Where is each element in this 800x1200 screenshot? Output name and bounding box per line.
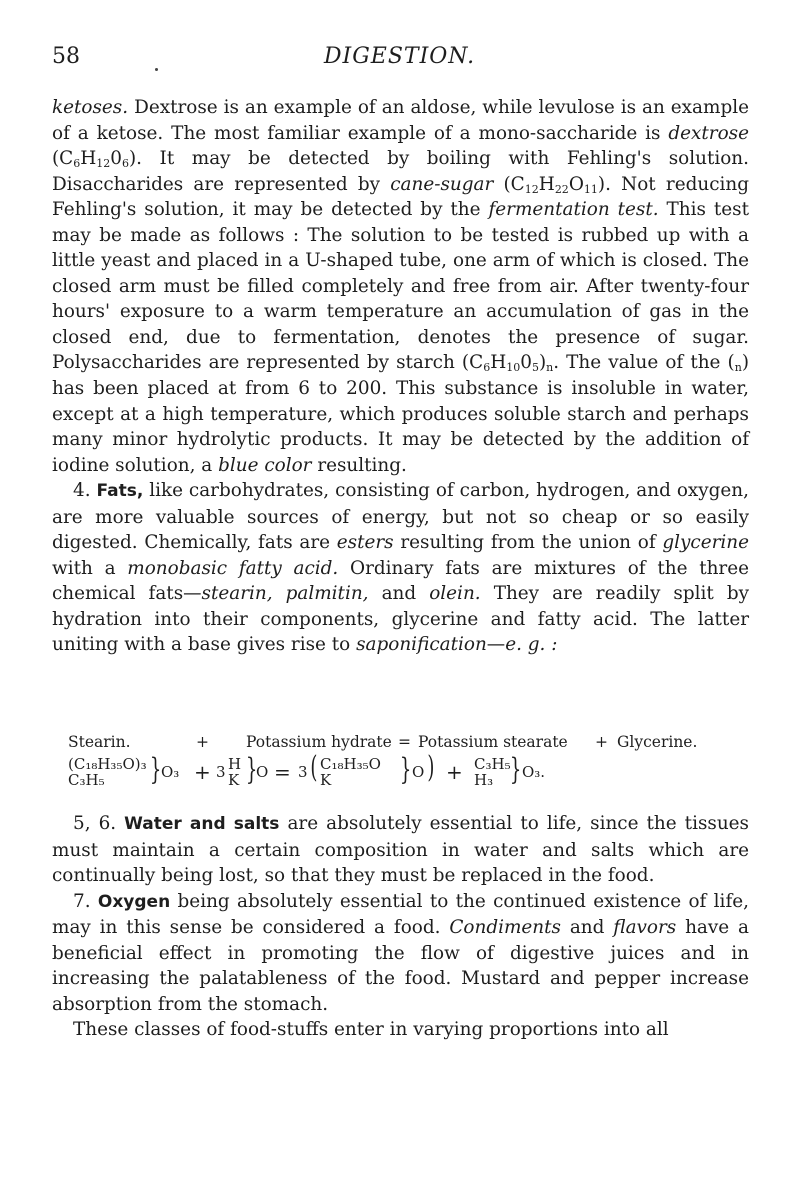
formula-glycerine-oxygen: O₃. [522,763,546,781]
text-span: (C [52,148,74,170]
paragraph-oxygen [52,889,749,1018]
subscript: 12 [96,157,111,171]
subscript: 6 [483,361,491,375]
term-stearin-palmitin: stearin, palmitin, [201,583,369,605]
text-span: resulting. [311,454,407,476]
brace-icon: } [399,752,412,787]
paragraph-food-classes [52,1017,749,1043]
heading-fats: Fats, [96,481,144,502]
brace-icon: } [509,752,522,787]
formula-plus: + [194,760,211,784]
subscript: n [734,361,742,375]
text-span: resulting from the union of [393,532,663,554]
paragraph-water-salts [52,811,749,889]
paren-close-icon: ) [427,750,435,785]
term-flavors: flavors [613,917,677,939]
subscript: 11 [583,182,598,196]
label-stearin: Stearin. [68,733,131,751]
formula-plus: + [446,760,463,784]
term-cane-sugar: cane-sugar [390,173,494,195]
heading-water-salts: Water and salts [124,814,280,834]
text-span: and [560,917,614,939]
paragraph-fats [52,478,749,658]
subscript: 12 [524,182,539,196]
term-saponification: saponification [356,634,487,656]
label-equals: = [398,733,411,751]
formula-stearate-oxygen: O [412,763,425,781]
formula-stearin-bottom: C₃H₅ [68,771,105,789]
text-span: H [538,173,555,195]
text-span: have a beneficial effect in promoting the flow of digestive juices and in increasing the palatableness of the food. Mustard and pepper increase absorption from the stomach. [52,917,749,1015]
term-eg: e. g. : [505,634,558,656]
formula-hydrate-top: H [228,755,242,773]
text-span: like carbohydrates, consisting of carbon, hydrogen, and oxygen, are more valuable sources of energy, but not so cheap or so easily digested. Chemically, fats are [52,480,749,554]
term-blue-color: blue color [218,454,312,476]
formula-stearate-coefficient: 3 [298,763,308,781]
equation-formula [68,750,748,789]
label-plus: + [196,733,209,751]
formula-glycerine-bottom: H₃ [474,771,494,789]
subscript: 5 [531,361,539,375]
running-title: DIGESTION. [323,44,476,69]
paragraph-sugars [52,95,749,478]
label-plus: + [595,733,608,751]
heading-oxygen: Oxygen [97,891,171,912]
text-span: This test may be made as follows : The solution to be tested is rubbed up with a little yeast and placed in a U-shaped tube, one arm of which is closed. The closed arm must be filled completely and free from air. After twenty-four hours' exposure to a warm temperature an accumulation of gas in the closed end, due to fermentation, denotes the presence of sugar. Polysaccharides are represented by starch (C [52,199,749,374]
subscript: 6 [73,157,81,171]
text-span: with a [52,557,128,579]
term-esters: esters [336,532,394,554]
item-number: 7. [73,890,98,912]
term-dextrose: dextrose [668,122,749,144]
label-potassium-stearate: Potassium stearate [418,733,568,751]
formula-hydrate-coefficient: 3 [216,763,226,781]
page-number: 58 [52,44,80,69]
subscript: 10 [506,361,521,375]
text-ketoses: ketoses. [52,97,129,118]
text-span: H [490,352,507,374]
label-glycerine: Glycerine. [617,733,698,751]
item-number: 4. [73,480,97,502]
text-span: being absolutely essential to the continued existence of life, may in this sense be considered a food. [52,890,749,939]
paren-open-icon: ( [310,750,318,785]
body-text-lower [52,811,749,1043]
formula-stearate-top: C₁₈H₃₅O [320,755,381,773]
subscript: 6 [122,157,129,171]
formula-stearin-oxygen: O₃ [161,763,180,781]
formula-hydrate-bottom: K [228,771,240,789]
text-span: 0 [110,148,122,170]
text-span: Ordinary fats are mixtures of the three chemical fats— [52,557,749,605]
text-span: 0 [520,352,532,374]
text-span: Dextrose is an example of an aldose, while levulose is an example of a ketose. The most familiar example of a mono-saccharide is [52,97,749,144]
text-span: are absolutely essential to life, since the tissues must maintain a certain composition in water and salts which are continually being lost, so that they must be replaced in the food. [52,813,749,887]
term-fermentation-test: fermentation test. [488,199,659,221]
subscript: 22 [554,182,569,196]
formula-stearin-top: (C₁₈H₃₅O)₃ [68,755,147,773]
text-span: ). Not reducing Fehling's solution, it may be detected by the [52,173,750,221]
text-span: These classes of food-stuffs enter in varying proportions into all [73,1019,669,1041]
formula-hydrate-oxygen: O [256,763,269,781]
text-span: They are readily split by hydration into their components, glycerine and fatty acid. The latter uniting with a base gives rise to [52,583,749,656]
text-span: O [568,173,584,195]
subscript: n [546,361,554,375]
text-span: . The value of the ( [553,352,735,374]
term-olein: olein. [429,583,481,605]
term-monobasic-fatty-acid: monobasic fatty acid. [127,557,339,579]
item-number: 5, 6. [73,813,125,834]
formula-equals: = [274,760,291,784]
brace-icon: } [149,752,162,787]
term-glycerine: glycerine [662,532,749,554]
term-condiments: Condiments [449,917,561,939]
text-span: ) has been placed at from 6 to 200. This substance is insoluble in water, except at a high temperature, which produces soluble starch and perhaps many minor hydrolytic products. It may be detected by the addition of iodine solution, a [52,352,749,476]
print-speck [155,68,158,71]
text-span: and [368,583,430,605]
saponification-equation [68,733,748,789]
label-potassium-hydrate: Potassium hydrate [246,733,392,751]
text-span: H [80,148,97,170]
body-text-upper [52,95,749,658]
formula-stearate-bottom: K [320,771,332,789]
text-span: (C [493,173,525,195]
text-span: ) [538,352,547,374]
formula-glycerine-top: C₃H₅ [474,755,511,773]
text-span: ). It may be detected by boiling with Fehling's solution. Disaccharides are represented by [52,148,749,195]
text-span: — [486,634,506,656]
brace-icon: } [245,752,258,787]
